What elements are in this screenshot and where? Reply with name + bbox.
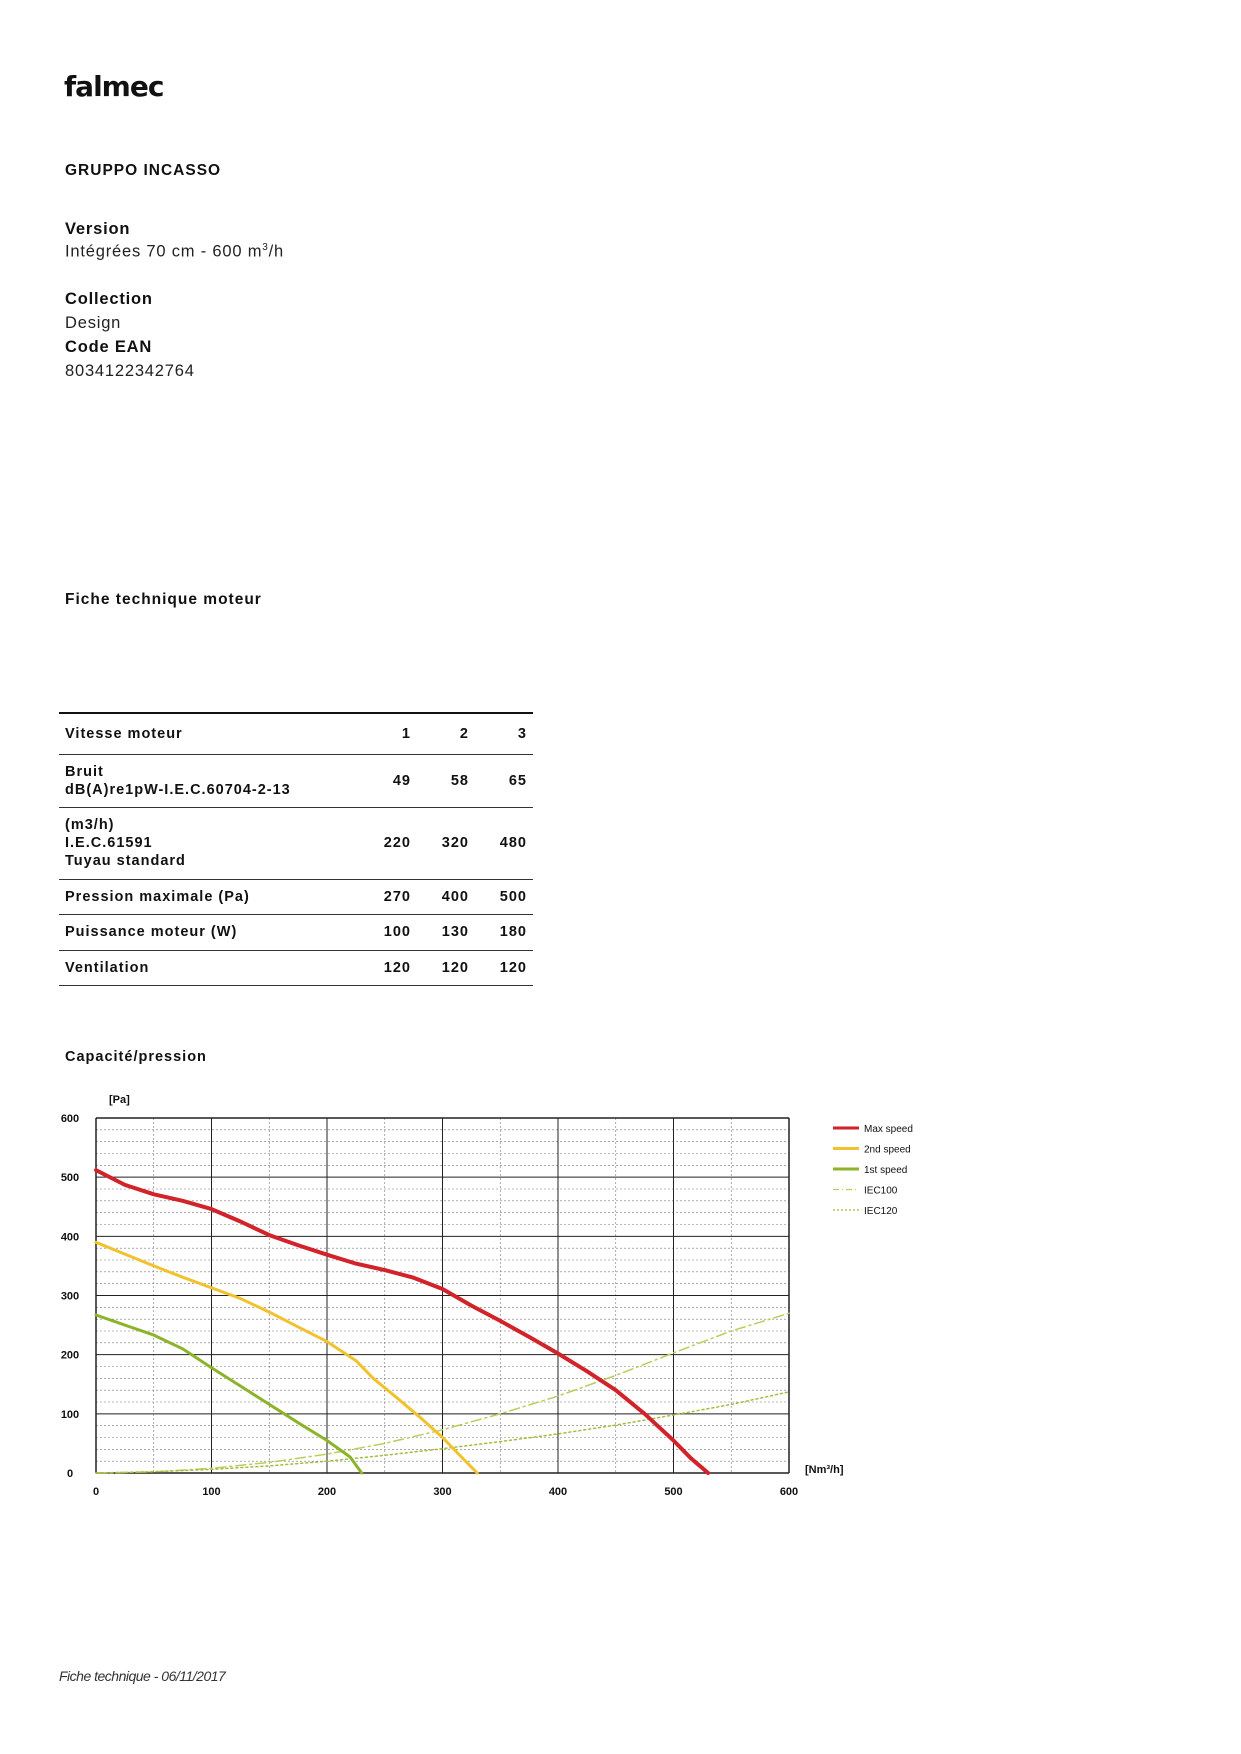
footer-date: Fiche technique - 06/11/2017 — [59, 1668, 226, 1684]
ean-value: 8034122342764 — [65, 362, 195, 380]
table-cell: 320 — [417, 807, 475, 879]
motor-sheet-title: Fiche technique moteur — [65, 591, 262, 608]
table-cell: 100 — [359, 914, 417, 950]
table-cell: 500 — [475, 879, 533, 914]
version-label: Version — [65, 220, 131, 238]
x-axis-label: [Nm³/h] — [805, 1464, 844, 1476]
table-row — [59, 807, 533, 879]
y-tick-label: 0 — [66, 1468, 74, 1480]
table-cell: 1 — [359, 713, 417, 754]
table-cell: 480 — [475, 807, 533, 879]
y-tick-label: 200 — [60, 1349, 80, 1362]
table-cell: 49 — [359, 754, 417, 807]
series-line-max-speed — [96, 1170, 708, 1473]
legend-label: IEC100 — [864, 1185, 898, 1197]
table-row-label: Vitesse moteur — [59, 713, 359, 754]
table-cell: 3 — [475, 713, 533, 754]
brand-logo: falmec — [64, 70, 164, 103]
table-row-label: Pression maximale (Pa) — [59, 879, 359, 914]
table-row-label: Puissance moteur (W) — [59, 914, 359, 950]
table-header-row — [59, 713, 533, 754]
capacity-pressure-chart — [0, 1080, 1000, 1520]
y-axis-label: [Pa] — [109, 1094, 130, 1106]
y-tick-label: 500 — [60, 1172, 80, 1185]
legend-label: Max speed — [864, 1124, 913, 1135]
series-line-2nd-speed — [96, 1242, 477, 1473]
table-cell: 400 — [417, 879, 475, 914]
table-row — [59, 950, 533, 985]
table-cell: 65 — [475, 754, 533, 807]
table-row — [59, 879, 533, 914]
motor-spec-table — [59, 712, 533, 986]
table-cell: 270 — [359, 879, 417, 914]
x-tick-label: 500 — [664, 1486, 683, 1498]
chart-title: Capacité/pression — [65, 1049, 207, 1065]
x-tick-label: 300 — [433, 1486, 452, 1498]
table-cell: 2 — [417, 713, 475, 754]
product-title: GRUPPO INCASSO — [65, 162, 222, 179]
table-row — [59, 914, 533, 950]
x-tick-label: 200 — [317, 1486, 337, 1498]
table-row-label: Bruit dB(A)re1pW-I.E.C.60704-2-13 — [59, 754, 359, 807]
version-value: Intégrées 70 cm - 600 $m^3/h$ — [65, 242, 284, 261]
table-cell: 120 — [417, 950, 475, 985]
table-row-label: Ventilation — [59, 950, 359, 985]
legend-label: 2nd speed — [864, 1144, 911, 1156]
collection-label: Collection — [65, 290, 153, 308]
legend-label: 1st speed — [864, 1165, 908, 1176]
y-tick-label: 600 — [60, 1113, 80, 1125]
table-row-label: (m3/h) I.E.C.61591 Tuyau standard — [59, 807, 359, 879]
ean-label: Code EAN — [65, 338, 153, 356]
y-tick-label: 100 — [60, 1408, 80, 1421]
x-tick-label: 0 — [92, 1486, 100, 1498]
collection-value: Design — [65, 314, 122, 332]
table-cell: 220 — [359, 807, 417, 879]
y-tick-label: 400 — [60, 1231, 80, 1244]
table-cell: 120 — [359, 950, 417, 985]
x-tick-label: 400 — [548, 1486, 568, 1498]
table-cell: 58 — [417, 754, 475, 807]
table-cell: 130 — [417, 914, 475, 950]
legend-label: IEC120 — [864, 1206, 898, 1217]
x-tick-label: 600 — [779, 1486, 799, 1498]
y-tick-label: 300 — [60, 1290, 80, 1303]
x-tick-label: 100 — [202, 1486, 221, 1498]
table-cell: 180 — [475, 914, 533, 950]
table-row — [59, 754, 533, 807]
table-cell: 120 — [475, 950, 533, 985]
